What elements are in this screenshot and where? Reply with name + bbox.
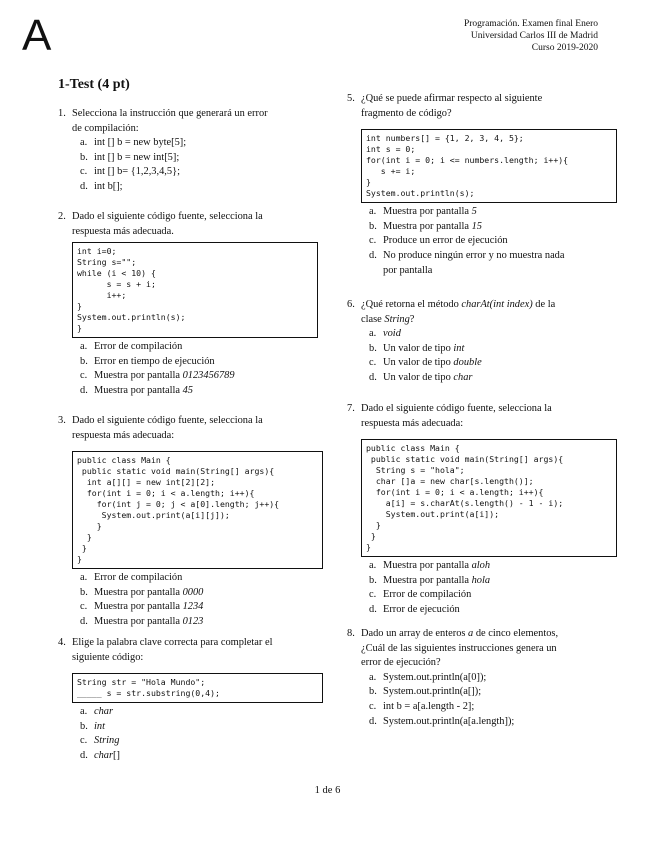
option-b[interactable]: b. Muestra por pantalla hola: [369, 574, 491, 586]
question-number: 1.: [58, 108, 66, 119]
option-d[interactable]: d. char[]: [80, 749, 120, 761]
option-b[interactable]: b. Un valor de tipo int: [369, 342, 465, 354]
question-stem: Dado el siguiente código fuente, selecciona la respuesta más adecuada:: [361, 403, 552, 429]
option-list: [80, 705, 323, 763]
question-stem: Dado un array de enteros a de cinco elementos, ¿Cuál de las siguientes instrucciones genera un error de ejecución?: [361, 628, 559, 669]
option-b[interactable]: b. int: [80, 720, 105, 732]
option-c[interactable]: c. String: [80, 735, 120, 747]
question-number: 3.: [58, 415, 66, 426]
option-a[interactable]: a. char: [80, 706, 114, 718]
section-title: 1-Test (4 pt): [58, 77, 130, 92]
option-b[interactable]: b. Error en tiempo de ejecución: [80, 355, 215, 367]
option-d[interactable]: d. Error de ejecución: [369, 603, 460, 615]
option-a[interactable]: a. void: [369, 328, 401, 340]
exam-version-letter: A: [22, 11, 52, 60]
option-b[interactable]: b. Muestra por pantalla 0000: [80, 586, 204, 598]
question-stem: Dado el siguiente código fuente, selecciona la respuesta más adecuada.: [72, 211, 263, 237]
header-university: Universidad Carlos III de Madrid: [470, 31, 598, 41]
option-list: [80, 136, 318, 194]
question-stem: Elige la palabra clave correcta para completar el siguiente código:: [72, 637, 273, 663]
option-b[interactable]: b. int [] b = new int[5];: [80, 151, 180, 163]
option-c[interactable]: c. Error de compilación: [369, 589, 472, 601]
question-stem: ¿Qué se puede afirmar respecto al siguiente fragmento de código?: [361, 93, 543, 119]
code-block: public class Main { public static void main(String[] args){ int a[][] = new int[2][2]; for(int i = 0; i < a.length; i++){ for(int j = 0; j < a[0].length; j++){ System.out.print(a[i][j]); } } } }: [72, 451, 323, 569]
option-list: [369, 671, 617, 729]
option-c[interactable]: c. int [] b= {1,2,3,4,5};: [80, 166, 180, 178]
question-number: 8.: [347, 628, 355, 639]
option-d[interactable]: d. No produce ningún error y no muestra nada por pantalla: [369, 249, 565, 276]
option-d[interactable]: d. int b[];: [80, 180, 123, 192]
option-a[interactable]: a. Error de compilación: [80, 572, 183, 584]
question-2: [58, 210, 318, 399]
option-c[interactable]: c. Muestra por pantalla 0123456789: [80, 370, 235, 382]
question-number: 5.: [347, 93, 355, 104]
option-a[interactable]: a. System.out.println(a[0]);: [369, 671, 487, 683]
option-d[interactable]: d. Muestra por pantalla 45: [80, 384, 193, 396]
question-number: 6.: [347, 299, 355, 310]
option-a[interactable]: a. Muestra por pantalla 5: [369, 206, 477, 218]
option-list: [369, 327, 617, 385]
header-year: Curso 2019-2020: [531, 43, 598, 53]
option-c[interactable]: c. Muestra por pantalla 1234: [80, 601, 204, 613]
question-number: 2.: [58, 211, 66, 222]
code-block: String str = "Hola Mundo"; _____ s = str.substring(0,4);: [72, 673, 323, 703]
option-d[interactable]: d. Un valor de tipo char: [369, 371, 473, 383]
option-a[interactable]: a. Muestra por pantalla aloh: [369, 560, 491, 572]
question-7: [347, 402, 617, 618]
option-list: [369, 205, 617, 278]
option-a[interactable]: a. Error de compilación: [80, 341, 183, 353]
option-d[interactable]: d. Muestra por pantalla 0123: [80, 615, 204, 627]
option-d[interactable]: d. System.out.println(a[a.length]);: [369, 715, 515, 727]
option-list: [369, 559, 617, 617]
question-number: 4.: [58, 637, 66, 648]
question-stem: ¿Qué retorna el método charAt(int index) de la clase String?: [361, 299, 556, 325]
question-6: [347, 298, 617, 386]
page-number: 1 de 6: [314, 785, 341, 796]
option-c[interactable]: c. Un valor de tipo double: [369, 357, 482, 369]
option-list: [80, 340, 318, 398]
question-stem: Dado el siguiente código fuente, selecciona la respuesta más adecuada:: [72, 415, 263, 441]
header-course: Programación. Examen final Enero: [463, 19, 598, 29]
option-b[interactable]: b. Muestra por pantalla 15: [369, 220, 482, 232]
question-8: [347, 627, 617, 729]
code-block: int numbers[] = {1, 2, 3, 4, 5}; int s = 0; for(int i = 0; i <= numbers.length; i++){ s += i; } System.out.println(s);: [361, 129, 617, 203]
option-b[interactable]: b. System.out.println(a[]);: [369, 686, 482, 698]
question-3: [58, 414, 323, 630]
option-a[interactable]: a. int [] b = new byte[5];: [80, 137, 187, 149]
question-1: [58, 107, 318, 195]
question-5: [347, 92, 617, 278]
option-c[interactable]: c. Produce un error de ejecución: [369, 235, 508, 247]
code-block: int i=0; String s=""; while (i < 10) { s = s + i; i++; } System.out.println(s); }: [72, 242, 318, 338]
code-block: public class Main { public static void main(String[] args){ String s = "hola"; char []a = new char[s.length()]; for(int i = 0; i < a.length; i++){ a[i] = s.charAt(s.length() - 1 - i); System.out.print(a[i]); } } }: [361, 439, 617, 557]
question-stem: Selecciona la instrucción que generará un error de compilación:: [72, 108, 268, 134]
option-c[interactable]: c. int b = a[a.length - 2];: [369, 700, 475, 712]
question-number: 7.: [347, 403, 355, 414]
exam-header: [464, 18, 598, 54]
option-list: [80, 571, 323, 629]
question-4: [58, 636, 323, 764]
